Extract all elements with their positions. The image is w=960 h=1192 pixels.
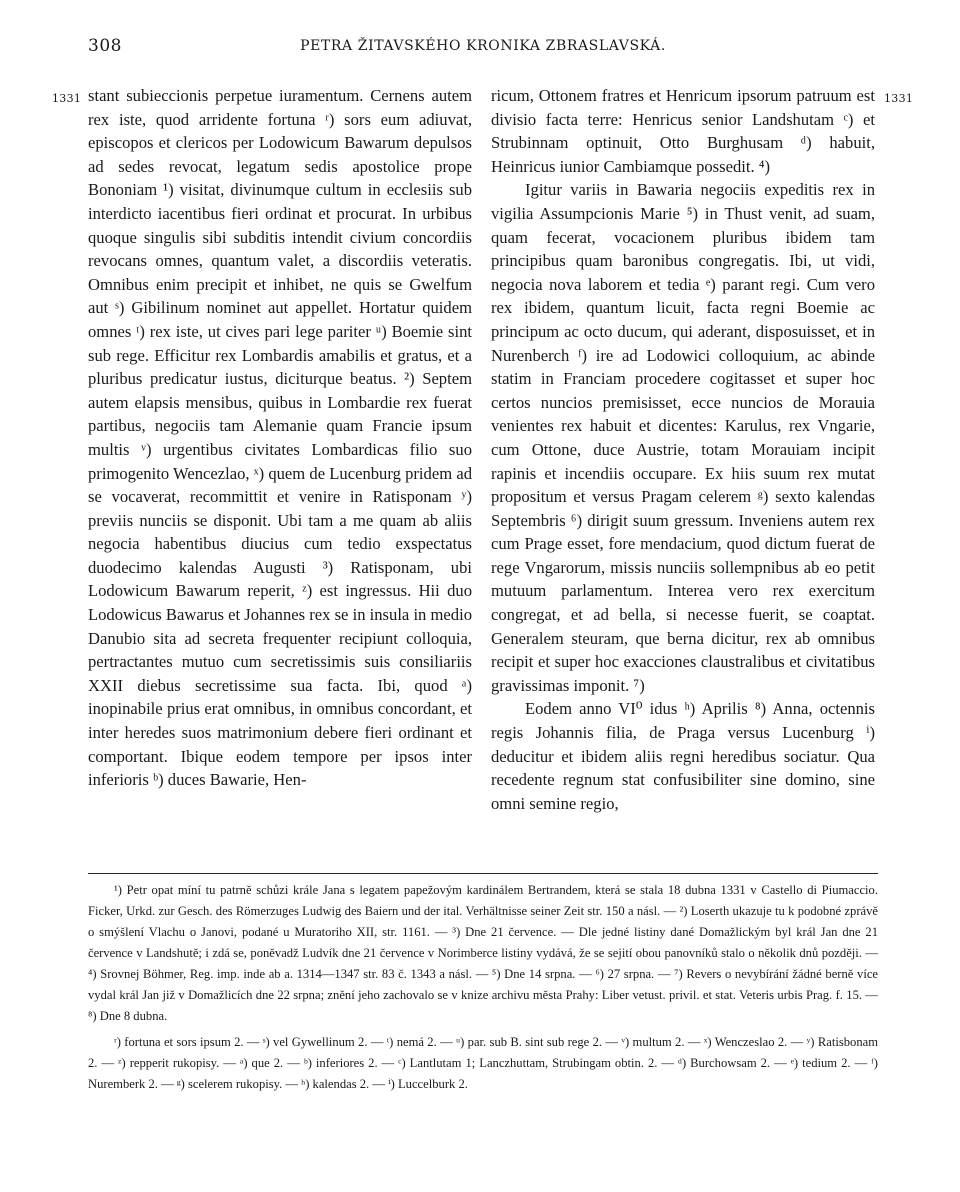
paragraph: Eodem anno VI⁰ idus ʰ) Aprilis ⁸) Anna, octennis regis Johannis filia, de Praga versus Lucenburg ⁱ) deducitur et ibidem aliis regni heredibus sociatur. Qua recedente regnum stat confusibiliter sine domino, sine omni semine regio,: [491, 699, 875, 813]
page-header: [88, 36, 878, 60]
editorial-footnotes: [88, 880, 878, 1026]
footnote-text: ʳ) fortuna et sors ipsum 2. — ˢ) vel Gywellinum 2. — ᵗ) nemá 2. — ᵘ) par. sub B. sint sub rege 2. — ᵛ) multum 2. — ˣ) Wenczeslao 2. — ʸ) Ratisbonam 2. — ᶻ) repperit rukopisy. — ᵃ) que 2. — ᵇ) inferiores 2. — ᶜ) Lantlutam 1; Lanczhuttam, Strubingam obtin. 2. — ᵈ) Burchowsam 2. — ᵉ) tedium 2. — ᶠ) Nuremberk 2. — ᵍ) scelerem rukopisy. — ʰ) kalendas 2. — ⁱ) Luccelburk 2.: [88, 1035, 878, 1091]
page-number: 308: [88, 36, 122, 56]
footnote-text: ¹) Petr opat míní tu patrně schůzi krále Jana s legatem papežovým kardinálem Bertrandem, která se stala 18 dubna 1331 v Castello di Piumaccio. Ficker, Urkd. zur Gesch. des Römerzuges Ludwig des Baiern und der ital. Verhältnisse seiner Zeit str. 150 a násl. — ²) Loserth ukazuje tu k podobné zprávě o smýšlení Vlachu o Janovi, podané u Muratoriho XII, str. 1161. — ³) Dne 21 července. — Dle jedné listiny dané Domažlickým byl král Jan dne 21 července v Landshutě; i zdá se, poněvadž Ludvík dne 21 července v Norimberce listiny vydává, že se sejití obou panovníků stalo o několik dnů později. — ⁴) Srovnej Böhmer, Reg. imp. inde ab a. 1314—1347 str. 83 č. 1343 a násl. — ⁵) Dne 14 srpna. — ⁶) 27 srpna. — ⁷) Revers o nevybírání žádné berně více vydal král Jan již v Domažlicích dne 22 srpna; znění jeho zachovalo se v knize archivu města Prahy: Liber vetust. privil. et stat. Veteris urbis Prag. f. 15. — ⁸) Dne 8 dubna.: [88, 883, 878, 1023]
running-title: PETRA ŽITAVSKÉHO KRONIKA ZBRASLAVSKÁ.: [300, 38, 666, 54]
paragraph: ricum, Ottonem fratres et Henricum ipsorum patruum est divisio facta terre: Henricus senior Landshutam ᶜ) et Strubinnam optinuit, Otto Burghusam ᵈ) habuit, Heinricus iunior Cambiamque possedit. ⁴): [491, 86, 875, 176]
text-column-right: [491, 84, 875, 815]
margin-year-right: 1331: [884, 92, 914, 105]
margin-year-left: 1331: [52, 92, 82, 105]
footnote-divider: [88, 873, 878, 874]
paragraph: stant subieccionis perpetue iuramentum. Cernens autem rex iste, quod arridente fortuna ʳ) sors eum adiuvat, episcopos et clericos per Lodowicum Bawarum depulsos ad sedes revocat, legatum sedis apostolice prope Bononiam ¹) visitat, divinumque cultum in ecclesiis sub interdicto iacentibus fieri ordinat et procurat. In urbibus quoque singulis sibi subditis intendit civium concordiis revocans omnes, quantum valet, a discordiis veteratis. Omnibus enim precipit et inhibet, ne quis se Gwelfum aut ˢ) Gibilinum nominet aut appellet. Hortatur quidem omnes ᵗ) rex iste, ut cives pari lege pariter ᵘ) Boemie sint sub rege. Efficitur rex Lombardis amabilis et gratus, et a pluribus predicatur iustus, diciturque beatus. ²) Septem autem elapsis mensibus, quibus in Lombardie rex fuerat partibus, negociis tam Alemanie quam Francie ipsum multis ᵛ) urgentibus civitates Lombardicas filio suo primogenito Wencezlao, ˣ) quem de Lucenburg pridem ad se vocaverat, recommittit et venire in Ratisponam ʸ) previis nunciis se disponit. Ubi tam a me quam ab aliis negocia habentibus diucius cum tedio exspectatus duodecimo kalendas Augusti ³) Ratisponam, ubi Lodowicum Bawarum reperit, ᶻ) est ingressus. Hii duo Lodowicus Bawarus et Johannes rex se in insula in medio Danubio sita ad secreta frequenter recipiunt colloquia, pertractantes mutuo cum secretissimis suis consiliariis XXII diebus secretissime sua facta. Ibi, quod ᵃ) inopinabile prius erat omnibus, in omnibus concordant, et inter heredes suos matrimonium debere fieri ordinant et comportant. Ibique eodem tempore per ipsos inter inferioris ᵇ) duces Bawarie, Hen-: [88, 86, 472, 790]
paragraph: Igitur variis in Bawaria negociis expeditis rex in vigilia Assumpcionis Marie ⁵) in Thust venit, ad suam, quam fecerat, vocacionem pluribus ibidem tam principibus quam baronibus congregatis. Ibi, ut vidi, negocia nova laborem et tedia ᵉ) parant regi. Cum vero rex ibidem, quantum licuit, facta regni Boemie ac principum ac octo ducum, qui aderant, disposuisset, et in Nurenberch ᶠ) ire ad Lodowici colloquium, ac abinde statim in Franciam procedere cogitasset et super hoc certos nuncios premisisset, ecce nuncios de Morauia venientes rex habuit et dicentes: Karulus, rex Vngarie, cum Ottone, duce Austrie, totam Morauiam incipit rapinis et incendiis occupare. Ex hiis suum rex mutat propositum et versus Pragam celerem ᵍ) sexto kalendas Septembris ⁶) dirigit suum gressum. Inveniens autem rex cum Prage esset, fore mendacium, quod dictum fuerat de rege Vngarorum, missis nunciis sollempnibus ab eo petit mutuum parlamentum. Interea vero rex exercitum congregat, et ad bella, si necesse fuerit, se coaptat. Generalem steuram, que berna dicitur, rex ab omnibus recipit et super hoc exacciones claustralibus et civitatibus gravissimas imponit. ⁷): [491, 180, 875, 695]
variant-footnotes: [88, 1032, 878, 1126]
text-column-left: [88, 84, 472, 792]
